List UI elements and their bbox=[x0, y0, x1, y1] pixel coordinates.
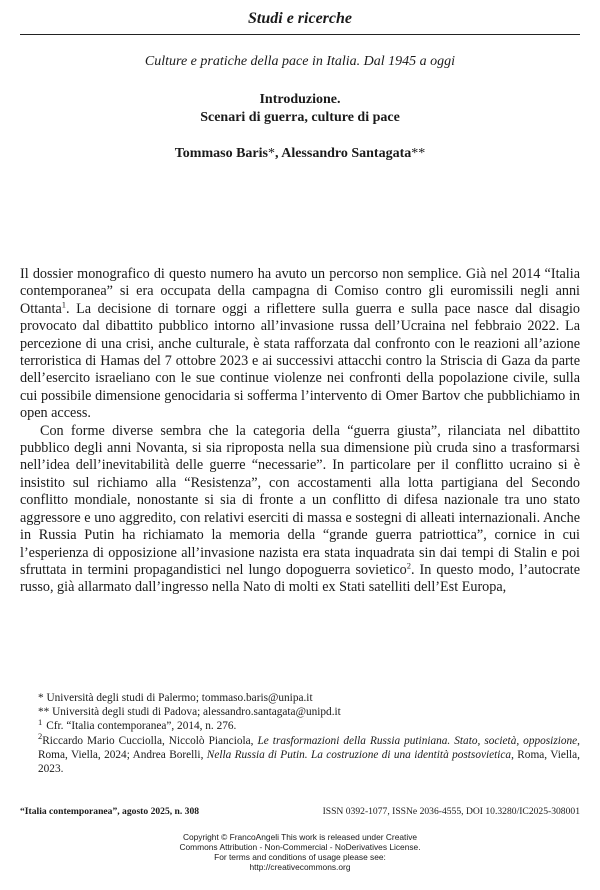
footnote-1-text: Cfr. “Italia contemporanea”, 2014, n. 276. bbox=[46, 720, 237, 733]
author-separator: , bbox=[274, 146, 282, 161]
footnote-2-text-c: , Roma, Viella, 2023. bbox=[38, 748, 581, 776]
footnote-2-book-title-1: Le trasformazioni della Russia putiniana. Stato, società, opposizione bbox=[257, 734, 578, 747]
copyright-line-2: Commons Attribution - Non-Commercial - NoDerivatives License. bbox=[179, 842, 421, 852]
body-paragraph-2 bbox=[20, 423, 580, 597]
article-title bbox=[20, 91, 580, 127]
footnote-2 bbox=[20, 730, 581, 777]
author-santagata-affiliation-mark[interactable]: ** bbox=[411, 146, 426, 161]
footnote-2-text-b: , Roma, Viella, 2024; Andrea Borelli, bbox=[38, 734, 580, 761]
footnote-2-text-a: Riccardo Mario Cucciolla, Niccolò Pianciola, bbox=[42, 734, 258, 747]
footnote-2-mark: 2 bbox=[38, 730, 43, 741]
running-head: Studi e ricerche bbox=[248, 10, 352, 27]
footnote-affiliation-baris: * Università degli studi di Palermo; tommaso.baris@unipa.it bbox=[38, 692, 313, 704]
copyright-line-3: For terms and conditions of usage please see: bbox=[214, 852, 386, 862]
copyright-line-1: Copyright © FrancoAngeli This work is released under Creative bbox=[182, 832, 418, 842]
body-paragraph-1-text-b: . La decisione di tornare oggi a riflettere sulla guerra e sulla pace nasce dal disagio provocato dal dibattito pubblico intorno all’invasione russa dell’Ucraina nel febbraio 2022. La percezione di una crisi, anche culturale, è stata rafforzata dal confronto con le reazioni all’azione terroristica di Hamas del 7 ottobre 2023 e ai successivi attacchi contro la Striscia di Gaza da parte dell’esercito israeliano con le sue continue violenze nei confronti della popolazione civile, sulla cui possibile dimensione genocidaria si sofferma l’intervento di Omer Bartov che pubblichiamo in open access. bbox=[20, 300, 580, 422]
body-paragraph-2-text-b: . In questo modo, l’autocrate russo, già allarmato dall’ingresso nella Nato di molti ex Stati satelliti dell’Est Europa, bbox=[20, 561, 580, 596]
footnotes bbox=[20, 691, 580, 776]
author-baris: Tommaso Baris bbox=[174, 146, 268, 161]
article-title-line1: Introduzione. bbox=[259, 92, 341, 107]
body-paragraph-2-text-a: Con forme diverse sembra che la categoria della “guerra giusta”, rilanciata nel dibattito pubblico degli anni Novanta, si sia riproposta nella sua dimensione più cruda sino a trasformarsi nell’idea dell’inevitabilità delle guerre “necessarie”. In particolare per il conflitto ucraino si è insistito sul richiamo alla “Resistenza”, con accostamenti alla lotta partigiana del Secondo conflitto mondiale, nonostante si sia di fronte a un conflitto di difesa nazionale tra uno stato aggressore e uno aggredito, con relativi eserciti di massa e sostegni di alleati internazionali. Anche in Russia Putin ha richiamato la memoria della “grande guerra patriottica”, cornice in cui l’esperienza di opposizione all’invasione nazista era stata inquadrata sin dai tempi di Stalin e poi sfruttata in termini propagandistici nel lungo dopoguerra sovietico bbox=[20, 422, 580, 578]
footnote-ref-2[interactable]: 2 bbox=[406, 560, 411, 571]
footnote-1-mark: 1 bbox=[38, 716, 43, 727]
dossier-subtitle: Culture e pratiche della pace in Italia. Dal 1945 a oggi bbox=[144, 54, 456, 69]
body-paragraph-1 bbox=[20, 266, 580, 423]
author-baris-affiliation-mark[interactable]: * bbox=[267, 146, 275, 161]
copyright-link[interactable]: http://creativecommons.org bbox=[249, 862, 351, 872]
journal-citation-line bbox=[20, 806, 580, 817]
journal-citation: “Italia contemporanea”, agosto 2025, n. 308 bbox=[20, 806, 200, 817]
article-page bbox=[20, 0, 580, 890]
article-body bbox=[20, 266, 580, 597]
copyright-notice bbox=[20, 832, 580, 872]
author-santagata: Alessandro Santagata bbox=[281, 146, 412, 161]
footnote-ref-1[interactable]: 1 bbox=[61, 299, 67, 310]
footnote-1 bbox=[20, 716, 580, 733]
article-title-line2: Scenari di guerra, culture di pace bbox=[200, 110, 400, 125]
footnote-affiliation-santagata: ** Università degli studi di Padova; alessandro.santagata@unipd.it bbox=[38, 706, 341, 719]
journal-identifiers: ISSN 0392-1077, ISSNe 2036-4555, DOI 10.3280/IC2025-308001 bbox=[322, 806, 580, 817]
footnote-2-book-title-2: Nella Russia di Putin. La costruzione di una identità postsovietica bbox=[206, 748, 512, 761]
body-paragraph-1-text-a: Il dossier monografico di questo numero ha avuto un percorso non semplice. Già nel 2014 “Italia contemporanea” si era occupata della campagna di Comiso contro gli euromissili negli anni Ottanta bbox=[20, 266, 580, 317]
author-line bbox=[20, 146, 580, 162]
header-rule bbox=[20, 34, 580, 35]
